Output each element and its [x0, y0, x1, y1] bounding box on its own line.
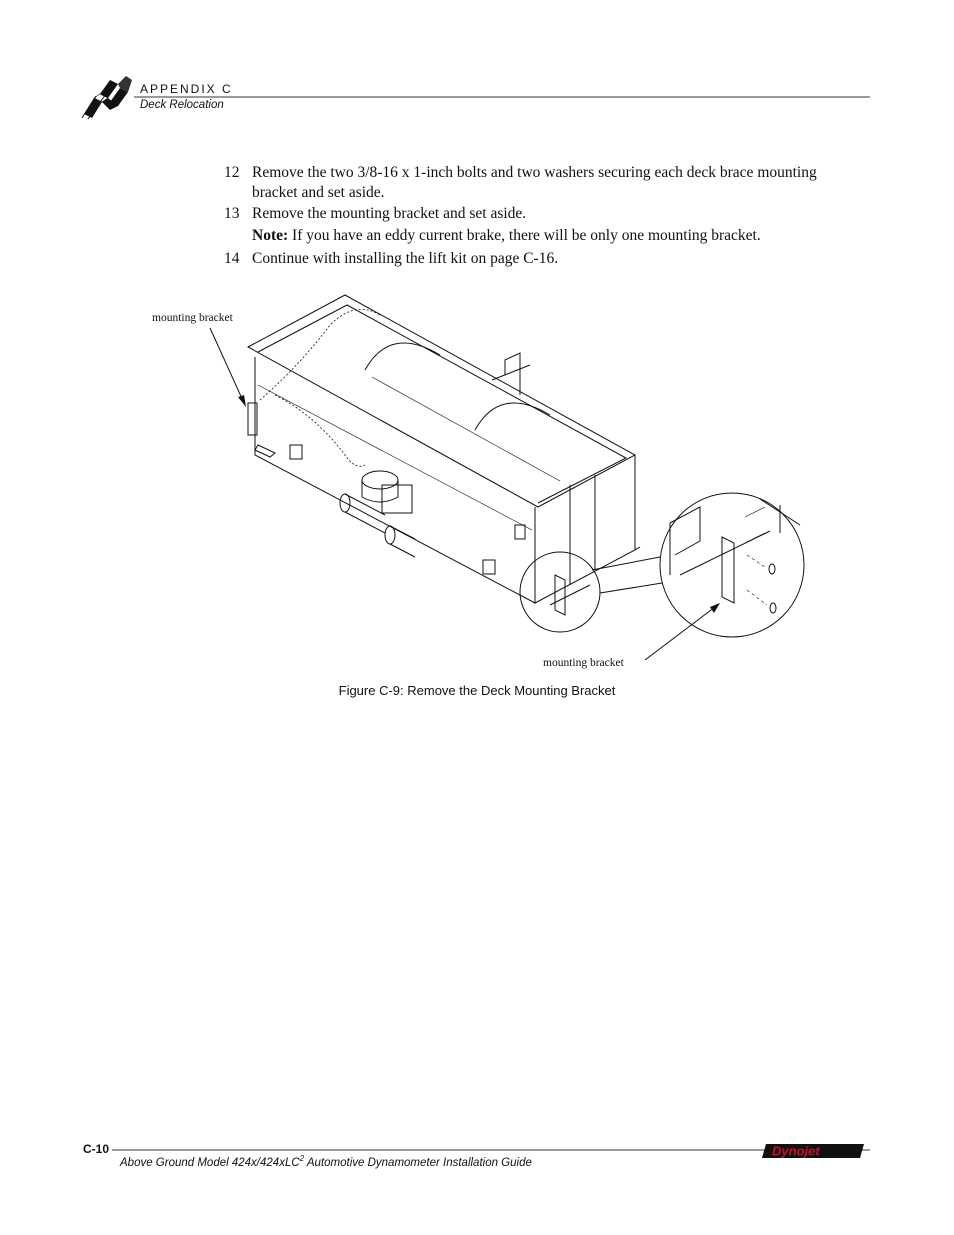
step-item [224, 163, 824, 202]
section-subtitle: Deck Relocation [140, 99, 224, 111]
section-title: APPENDIX C [140, 82, 233, 96]
detail-circle-small [520, 552, 600, 632]
document-title-main: Above Ground Model 424x/424xLC [120, 1156, 300, 1169]
step-number: 14 [224, 250, 240, 267]
header-rule [134, 96, 870, 98]
deck-bracket-figure [140, 285, 820, 680]
leader-line-left [210, 328, 244, 403]
detail-mounting-bracket [722, 537, 734, 603]
footer-rule [112, 1149, 870, 1151]
roller-drum [365, 343, 440, 370]
figure-label-bottom: mounting bracket [543, 657, 624, 669]
step-note [252, 226, 824, 246]
step-number: 12 [224, 164, 240, 181]
document-title-sup: 2 [299, 1154, 305, 1163]
note-label: Note: [252, 226, 289, 244]
step-text: Remove the two 3/8-16 x 1-inch bolts and two washers securing each deck brace mounting bracket and set aside. [252, 164, 817, 201]
step-number: 13 [224, 205, 240, 222]
step-item [224, 204, 824, 245]
dynojet-logo-text: Dynojet [772, 1143, 820, 1159]
instruction-steps [224, 163, 824, 271]
page-number: C-10 [83, 1142, 110, 1156]
step-text: Remove the mounting bracket and set aside. [252, 205, 527, 222]
step-text: Continue with installing the lift kit on page C-16. [252, 250, 559, 267]
document-title [120, 1154, 532, 1169]
figure-caption-text: Figure C-9: Remove the Deck Mounting Bracket [338, 683, 616, 698]
checkered-flag-logo [80, 74, 134, 120]
detail-circle-large [660, 493, 804, 637]
document-title-rest: Automotive Dynamometer Installation Guide [304, 1156, 532, 1169]
note-text: If you have an eddy current brake, there will be only one mounting bracket. [288, 226, 761, 244]
dynojet-logo [762, 1142, 866, 1160]
arrow-head-bottom [710, 603, 720, 613]
figure-label-left: mounting bracket [152, 312, 233, 324]
deck-side-panel [255, 357, 535, 603]
figure-caption [0, 683, 954, 698]
left-mounting-bracket [248, 403, 257, 435]
step-item [224, 249, 824, 269]
arrow-head-left [238, 395, 246, 407]
